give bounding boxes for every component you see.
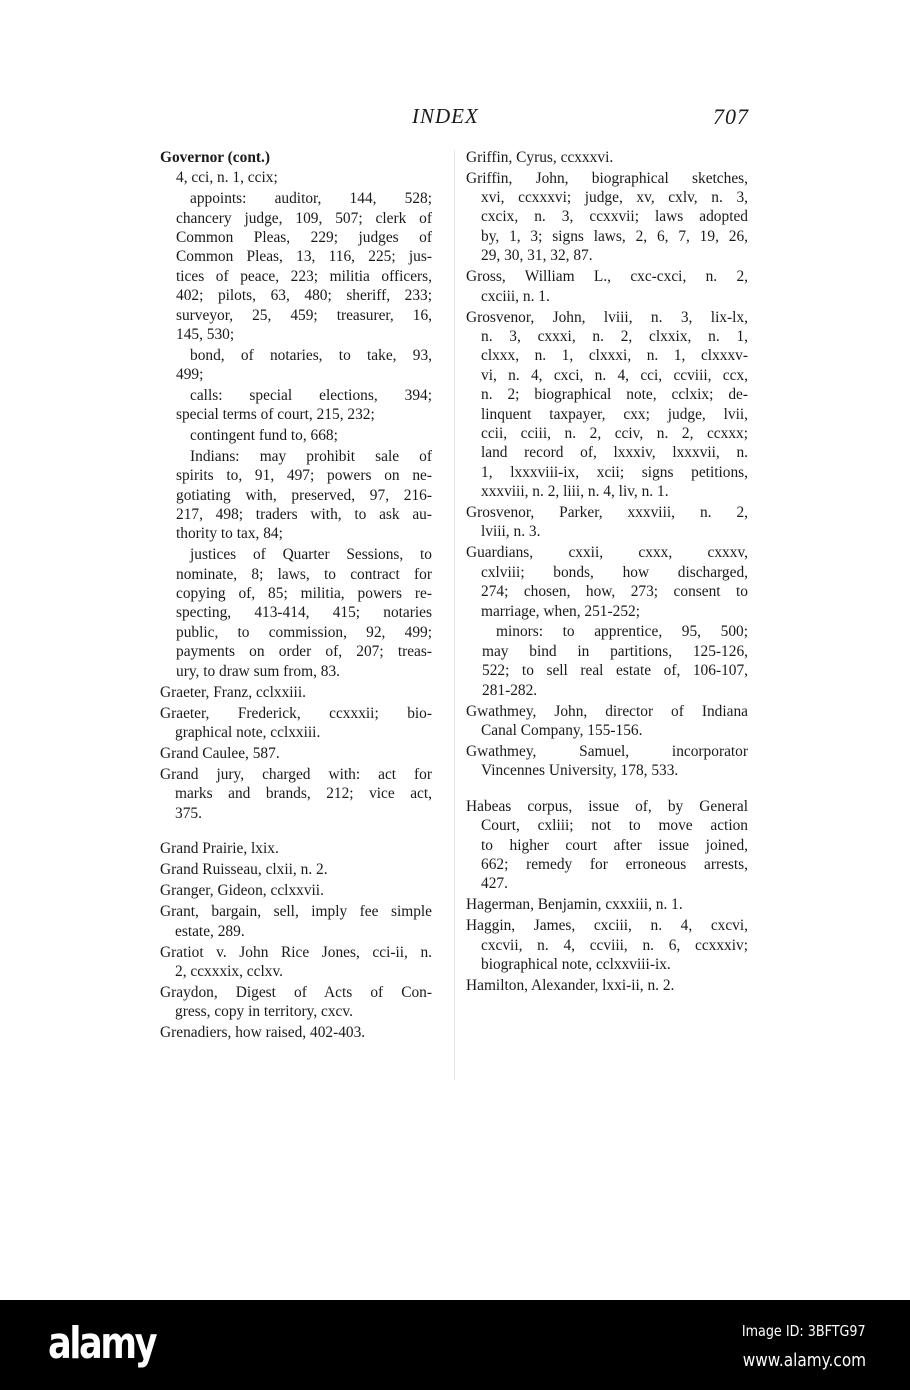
index-entry [160, 983, 432, 1022]
entry-line: Canal Company, 155-156. [481, 721, 643, 739]
entry-line: Common Pleas, 229; judges of [176, 228, 432, 246]
entry-line: 29, 30, 31, 32, 87. [481, 247, 593, 265]
index-subentry [160, 346, 432, 385]
entry-line: 274; chosen, how, 273; consent to [481, 583, 748, 601]
entry-line: cxcvii, n. 4, ccviii, n. 6, ccxxxiv; [481, 936, 748, 954]
entry-line: may bind in partitions, 125-126, [482, 642, 748, 660]
entry-line: spirits to, 91, 497; powers on ne- [176, 467, 432, 485]
index-entry [160, 1023, 432, 1042]
entry-line: gress, copy in territory, cxcv. [175, 1003, 353, 1021]
entry-line: 217, 498; traders with, to ask au- [176, 506, 432, 524]
entry-line: lviii, n. 3. [481, 523, 541, 541]
entry-line: 375. [175, 804, 202, 822]
index-subentry [160, 426, 432, 445]
entry-line: justices of Quarter Sessions, to [190, 546, 432, 564]
entry-line: Grand Caulee, 587. [160, 744, 280, 762]
page-number: 707 [713, 104, 749, 129]
entry-line: Grenadiers, how raised, 402-403. [160, 1024, 366, 1042]
site-url: www.alamy.com [742, 1350, 866, 1371]
index-entry [466, 169, 748, 266]
entry-line: special terms of court, 215, 232; [176, 406, 375, 424]
index-entry [160, 943, 432, 982]
index-entry [466, 308, 748, 502]
index-entry [466, 916, 748, 974]
entry-line: xxxviii, n. 2, liii, n. 4, liv, n. 1. [481, 483, 669, 501]
entry-line: Gratiot v. John Rice Jones, cci-ii, n. [160, 943, 432, 961]
entry-line: Grand jury, charged with: act for [160, 765, 432, 783]
index-column-left [160, 146, 432, 1043]
entry-line: Hagerman, Benjamin, cxxxiii, n. 1. [466, 896, 683, 914]
entry-line: minors: to apprentice, 95, 500; [496, 623, 748, 641]
entry-line: Granger, Gideon, cclxxvii. [160, 882, 324, 900]
entry-line: xvi, ccxxxvi; judge, xv, cxlv, n. 3, [481, 188, 748, 206]
entry-heading: Governor (cont.) [160, 148, 270, 166]
index-subentry [160, 447, 432, 544]
entry-line: public, to commission, 92, 499; [176, 623, 432, 641]
index-entry [466, 267, 748, 306]
index-entry-heading [160, 148, 432, 167]
entry-line: nominate, 8; laws, to contract for [176, 565, 432, 583]
index-entry [160, 765, 432, 823]
entry-line: Habeas corpus, issue of, by General [466, 797, 748, 815]
index-entry [160, 902, 432, 941]
index-column-right [466, 146, 748, 996]
index-entry [160, 704, 432, 743]
index-subentry [160, 189, 432, 344]
entry-line: tices of peace, 223; militia officers, [176, 267, 432, 285]
entry-line: chancery judge, 109, 507; clerk of [176, 209, 432, 227]
entry-line: copying of, 85; militia, powers re- [176, 585, 432, 603]
index-entry [466, 742, 748, 781]
entry-line: clxxx, n. 1, clxxxi, n. 1, clxxxv- [481, 347, 748, 365]
entry-line: Court, cxliii; not to move action [481, 817, 748, 835]
entry-line: n. 2; biographical note, cclxix; de- [481, 386, 748, 404]
entry-line: vi, n. 4, cxci, n. 4, cci, ccviii, ccx, [481, 366, 748, 384]
entry-line: Grand Prairie, lxix. [160, 840, 279, 858]
entry-line: Vincennes University, 178, 533. [481, 762, 679, 780]
entry-line: ccii, cciii, n. 2, cciv, n. 2, ccxxx; [481, 424, 748, 442]
entry-line: 662; remedy for erroneous arrests, [481, 855, 748, 873]
entry-line: Griffin, Cyrus, ccxxxvi. [466, 148, 614, 166]
entry-line: specting, 413-414, 415; notaries [176, 604, 432, 622]
entry-line: marriage, when, 251-252; [481, 602, 640, 620]
entry-line: graphical note, cclxxiii. [175, 723, 321, 741]
index-entry [160, 744, 432, 763]
entry-line: thority to tax, 84; [176, 525, 283, 543]
entry-line: bond, of notaries, to take, 93, [190, 346, 432, 364]
entry-line: Grosvenor, John, lviii, n. 3, lix-lx, [466, 308, 748, 326]
column-divider [454, 150, 455, 1080]
entry-line: Grant, bargain, sell, imply fee simple [160, 903, 432, 921]
index-entry [160, 860, 432, 879]
entry-line: calls: special elections, 394; [190, 386, 432, 404]
entry-line: 2, ccxxxix, cclxv. [175, 962, 283, 980]
entry-line: payments on order of, 207; treas- [176, 643, 432, 661]
index-subentry [160, 386, 432, 425]
index-entry [160, 839, 432, 858]
entry-line: contingent fund to, 668; [190, 427, 338, 445]
entry-line: land record of, lxxxiv, lxxxvii, n. [481, 444, 748, 462]
entry-line: 499; [176, 366, 204, 384]
entry-line: Grand Ruisseau, clxii, n. 2. [160, 861, 328, 879]
entry-line: Hamilton, Alexander, lxxi-ii, n. 2. [466, 977, 675, 995]
watermark-bar [0, 1300, 910, 1390]
running-head-title: INDEX [412, 104, 479, 128]
index-entry [466, 148, 748, 167]
entry-line: ury, to draw sum from, 83. [176, 662, 340, 680]
index-entry [466, 702, 748, 741]
entry-line: biographical note, cclxxviii-ix. [481, 956, 671, 974]
image-id-text: Image ID: 3BFTG97 [742, 1322, 866, 1340]
entry-line: Gwathmey, John, director of Indiana [466, 702, 748, 720]
index-entry [160, 881, 432, 900]
entry-line: Common Pleas, 13, 116, 225; jus- [176, 248, 432, 266]
entry-line: cxcix, n. 3, ccxxvii; laws adopted [481, 208, 748, 226]
entry-line: 4, cci, n. 1, ccix; [176, 169, 278, 187]
index-entry [160, 683, 432, 702]
entry-line: appoints: auditor, 144, 528; [190, 190, 432, 208]
entry-line: 281-282. [482, 681, 538, 699]
index-entry [466, 976, 748, 995]
index-subentry [160, 545, 432, 681]
entry-line: 427. [481, 875, 508, 893]
index-subentry [160, 168, 432, 187]
index-entry [466, 895, 748, 914]
index-subentry [466, 622, 748, 700]
entry-line: n. 3, cxxxi, n. 2, clxxix, n. 1, [481, 327, 748, 345]
entry-line: by, 1, 3; signs laws, 2, 6, 7, 19, 26, [481, 227, 748, 245]
entry-line: Graeter, Franz, cclxxiii. [160, 683, 306, 701]
entry-line: surveyor, 25, 459; treasurer, 16, [176, 306, 432, 324]
entry-line: Grosvenor, Parker, xxxviii, n. 2, [466, 504, 748, 522]
entry-line: marks and brands, 212; vice act, [175, 785, 432, 803]
entry-line: Graeter, Frederick, ccxxxii; bio- [160, 704, 432, 722]
entry-line: Indians: may prohibit sale of [190, 447, 432, 465]
entry-line: Gross, William L., cxc-cxci, n. 2, [466, 268, 748, 286]
entry-line: 145, 530; [176, 325, 235, 343]
entry-line: 1, lxxxviii-ix, xcii; signs petitions, [481, 463, 748, 481]
index-entry [466, 543, 748, 700]
entry-line: Graydon, Digest of Acts of Con- [160, 983, 432, 1001]
entry-line: 522; to sell real estate of, 106-107, [482, 662, 748, 680]
entry-line: linquent taxpayer, cxx; judge, lvii, [481, 405, 748, 423]
entry-line: gotiating with, preserved, 97, 216- [176, 486, 432, 504]
entry-line: estate, 289. [175, 922, 245, 940]
entry-line: cxciii, n. 1. [481, 287, 550, 305]
entry-line: Guardians, cxxii, cxxx, cxxxv, [466, 544, 748, 562]
entry-line: 402; pilots, 63, 480; sheriff, 233; [176, 287, 432, 305]
index-entry [466, 503, 748, 542]
index-entry [466, 797, 748, 894]
entry-line: Gwathmey, Samuel, incorporator [466, 742, 748, 760]
entry-line: Haggin, James, cxciii, n. 4, cxcvi, [466, 917, 748, 935]
alamy-logo: alamy [48, 1318, 156, 1369]
entry-line: Griffin, John, biographical sketches, [466, 169, 748, 187]
entry-line: to higher court after issue joined, [481, 836, 748, 854]
entry-line: cxlviii; bonds, how discharged, [481, 563, 748, 581]
